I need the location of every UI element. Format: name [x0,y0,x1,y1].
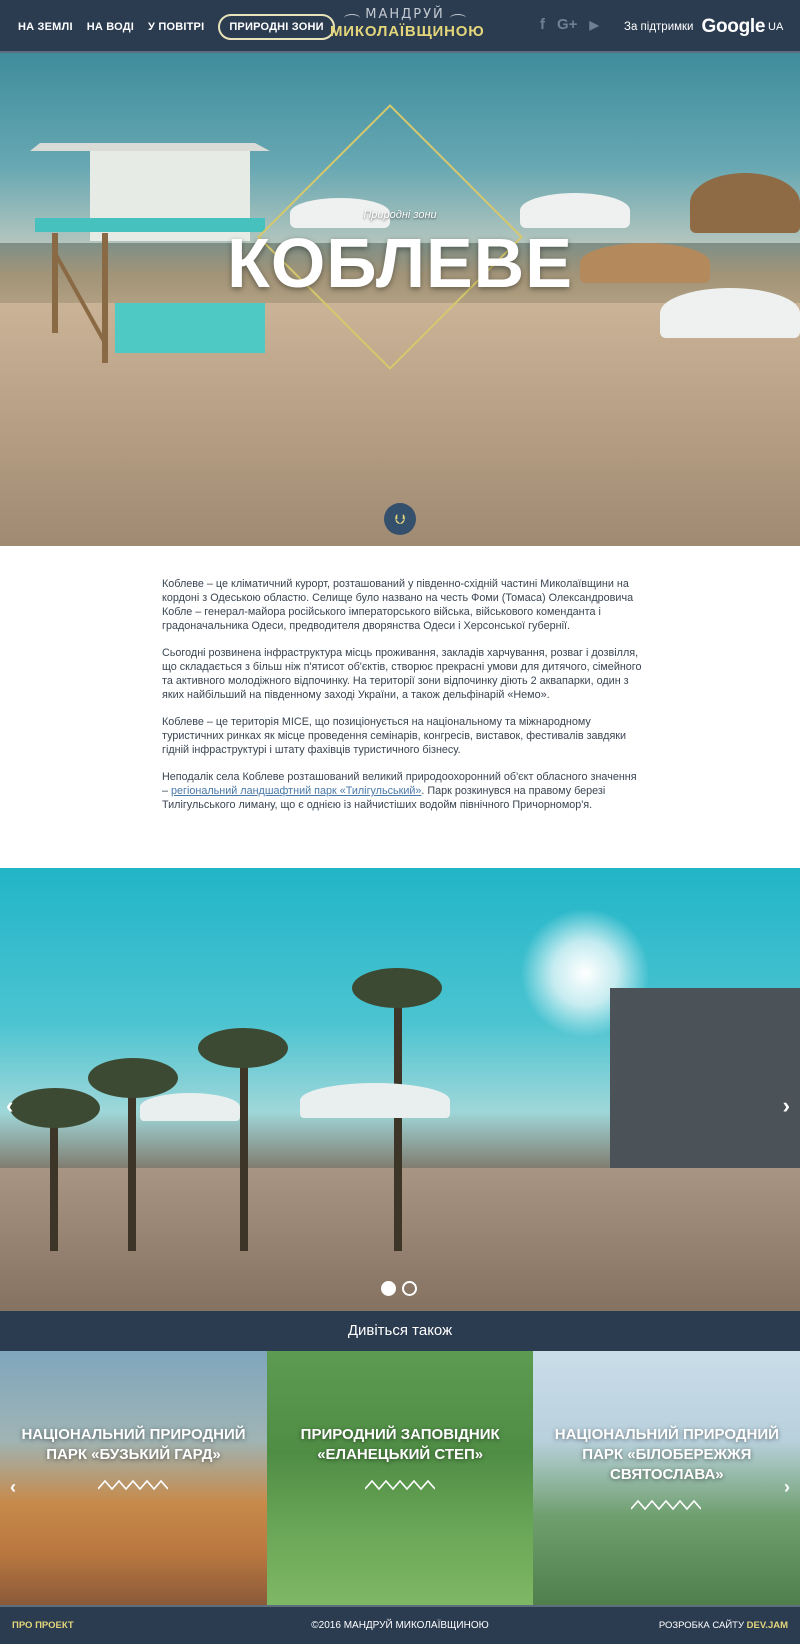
card-title: ПРИРОДНИЙ ЗАПОВІДНИК «ЕЛАНЕЦЬКИЙ СТЕП» [300,1426,500,1463]
article-paragraph: Сьогодні розвинена інфраструктура місць проживання, закладів харчування, розваг і дозвілля, що складається з більш ніж п'ятисот об'єктів, створює прекрасні умови для дитячого, сімейного та активного молодіжного відпочинку. На території зони відпочинку діють 2 аквапарки, один з яких найбільший на південному заході України, а також дельфінарій «Немо». [162,647,642,701]
site-footer [0,1605,800,1644]
about-project-link[interactable]: ПРО ПРОЕКТ [12,1620,74,1631]
palm-trunk [240,1041,248,1251]
chevron-right-icon[interactable]: › [782,1093,790,1118]
see-also-card-biloberezhzhia[interactable] [533,1351,800,1605]
logo-top-text: МАНДРУЙ [365,7,445,22]
logo-swash-right [450,14,466,22]
palm-crown [10,1088,100,1128]
zigzag-ornament [365,1479,435,1491]
see-also-card-elanetskyi-step[interactable] [267,1351,534,1605]
hero-banner [0,53,800,546]
nav-nature-zones[interactable]: ПРИРОДНІ ЗОНИ [218,14,334,40]
gallery-dot-2[interactable] [402,1281,417,1296]
gallery-pagination [381,1281,417,1296]
photo-gallery [0,868,800,1311]
palm-crown [198,1028,288,1068]
palm-crown [88,1058,178,1098]
chevron-left-icon[interactable]: ‹ [10,1477,16,1497]
card-title: НАЦІОНАЛЬНИЙ ПРИРОДНИЙ ПАРК «БУЗЬКИЙ ГАРД» [21,1426,246,1463]
article-paragraph: Коблеве – це територія MICE, що позиціонується на національному та міжнародному туристичних ринках як місце проведення семінарів, конгресів, виставок, фестивалів завдяки гідній інфраструктурі і штату фахівців туристичного бізнесу. [162,716,627,756]
palm-crown [352,968,442,1008]
card-title: НАЦІОНАЛЬНИЙ ПРИРОДНИЙ ПАРК «БІЛОБЕРЕЖЖЯ СВЯТОСЛАВА» [554,1426,779,1483]
chevron-right-icon[interactable]: › [784,1477,791,1497]
developer-label: РОЗРОБКА САЙТУ [658,1620,744,1631]
support-label: За підтримки [624,20,694,33]
article-text: . Парк розкинувся на правому березі Тилігульського лиману, що є однією із найчистіших водойм північного Причорномор'я. [162,785,606,811]
logo-swash-left [344,14,360,22]
umbrella [140,1093,240,1121]
nav-on-land[interactable]: НА ЗЕМЛІ [18,20,73,33]
chevron-left-icon[interactable]: ‹ [6,1093,14,1118]
tiligul-park-link[interactable]: регіональний ландшафтний парк «Тилігульський» [171,785,422,797]
article-text: Неподалік села Коблеве розташований великий природоохоронний об'єкт обласного значення – [162,771,637,797]
gallery-dot-1[interactable] [381,1281,396,1296]
article-body [162,577,642,825]
hero-kicker: Природні зони [363,209,437,221]
umbrella [300,1083,450,1118]
beach-building [610,988,800,1188]
google-plus-icon[interactable]: G+ [557,16,578,33]
logo-bottom-text: МИКОЛАЇВЩИНОЮ [330,23,485,40]
social-links [540,16,599,33]
see-also-card-buzkyi-gard[interactable] [0,1351,267,1605]
article-paragraph [162,770,642,812]
main-nav [18,0,335,53]
see-also-heading: Дивіться також [0,1311,800,1351]
zigzag-ornament [631,1499,701,1511]
facebook-icon[interactable]: f [540,16,545,33]
language-switch[interactable]: UA [768,20,784,33]
youtube-icon[interactable]: ▶ [589,17,599,32]
see-also-cards [0,1351,800,1605]
article-paragraph: Коблеве – це кліматичний курорт, розташований у південно-східній частині Миколаївщини на кордоні з Одеською областю. Селище було названо на честь Фоми (Томаса) Олександровича Кобле – генерал-майора російського імператорського війська, військового коменданта і градоначальника Одеси, предводителя дворянства Одеси і Херсонської губернії. [162,578,634,632]
developer-credit[interactable] [659,1620,788,1631]
chevron-down-double-icon[interactable]: ⮋ [384,503,416,535]
site-header [0,0,800,53]
google-logo[interactable]: Google [701,15,766,37]
hero-title: КОБЛЕВЕ [227,224,573,302]
nav-on-water[interactable]: НА ВОДІ [86,20,135,33]
sponsor-block [624,0,765,53]
developer-name: DEV.JAM [746,1620,788,1631]
nav-in-air[interactable]: У ПОВІТРІ [148,20,205,33]
copyright: ©2016 МАНДРУЙ МИКОЛАЇВЩИНОЮ [311,1620,489,1631]
site-logo[interactable] [330,7,485,40]
palm-trunk [128,1071,136,1251]
zigzag-ornament [98,1479,168,1491]
